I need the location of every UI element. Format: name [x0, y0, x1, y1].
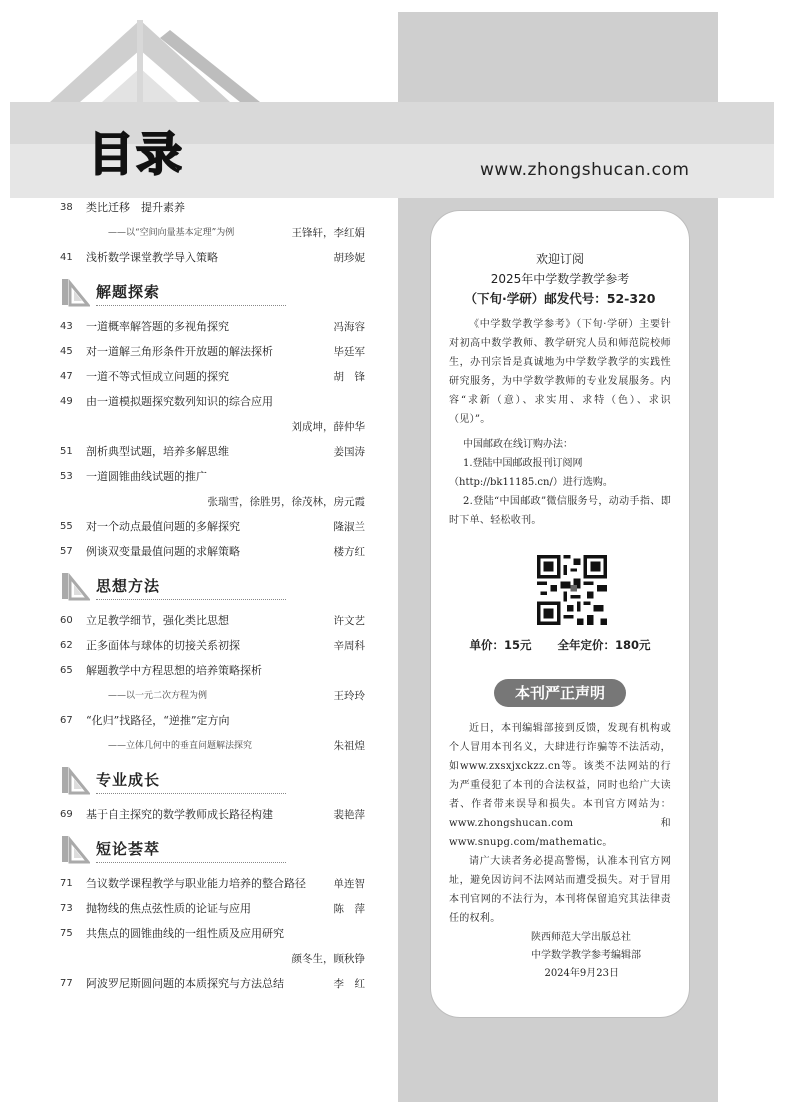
toc-article-title: 类比迁移 提升素养: [86, 201, 185, 214]
section-icon: [60, 277, 90, 307]
signature-date: 2024年9月23日: [544, 968, 619, 979]
roof-logo-graphic: [40, 10, 270, 110]
post-order-step1-url: （http://bk11185.cn/）进行选购。: [449, 477, 613, 488]
toc-entry[interactable]: [60, 394, 365, 410]
toc-article-title: 剖析典型试题，培养多解思维: [86, 445, 229, 458]
toc-article-title: 浅析数学课堂教学导入策略: [86, 251, 218, 264]
toc-entry[interactable]: [60, 200, 365, 216]
toc-author: 裴艳萍: [333, 809, 365, 821]
toc-page-number: 67: [60, 715, 73, 726]
toc-page-number: 38: [60, 202, 73, 213]
toc-entry[interactable]: [60, 976, 365, 992]
toc-page-number: 49: [60, 396, 73, 407]
toc-page-number: 73: [60, 903, 73, 914]
toc-article-title: 由一道模拟题探究数列知识的综合应用: [86, 395, 273, 408]
toc-page-number: 53: [60, 471, 73, 482]
toc-article-title: 立足教学细节，强化类比思想: [86, 614, 229, 627]
section-header: [60, 763, 365, 799]
toc-author: 姜国涛: [333, 446, 365, 458]
toc-page-number: 75: [60, 928, 73, 939]
toc-author-row: [60, 951, 365, 967]
statement-paragraph-2: 请广大读者务必提高警惕，认准本刊官方网址，避免因访问不法网站而遭受损失。对于冒用本刊官网的不法行为，本刊将保留追究其法律责任的权利。: [449, 856, 671, 924]
section-header: [60, 275, 365, 311]
toc-author: 单连智: [333, 878, 365, 890]
toc-author: 冯海容: [333, 321, 365, 333]
toc-article-title: 抛物线的焦点弦性质的论证与应用: [86, 902, 251, 915]
toc-page-number: 51: [60, 446, 73, 457]
toc-author: 朱祖煌: [333, 740, 365, 752]
table-of-contents: [60, 200, 365, 1001]
page-title: 目录: [88, 127, 184, 181]
section-header: [60, 832, 365, 868]
section-header: [60, 569, 365, 605]
toc-entry[interactable]: [60, 369, 365, 385]
section-divider: [96, 862, 286, 863]
toc-page-number: 71: [60, 878, 73, 889]
post-order-step1: 1.登陆中国邮政报刊订阅网: [463, 458, 583, 469]
toc-article-title: 对一道解三角形条件开放题的解法探析: [86, 345, 273, 358]
toc-article-title: 刍议数学课程教学与职业能力培养的整合路径: [86, 877, 306, 890]
toc-article-title: 基于自主探究的数学教师成长路径构建: [86, 808, 273, 821]
toc-subtitle-row: [60, 225, 365, 241]
toc-page-number: 57: [60, 546, 73, 557]
section-divider: [96, 793, 286, 794]
toc-entry[interactable]: [60, 444, 365, 460]
section-title: 解题探索: [96, 283, 161, 301]
toc-author-row: [60, 419, 365, 435]
toc-page-number: 45: [60, 346, 73, 357]
price-line: [449, 637, 671, 653]
subscription-card: [430, 210, 690, 1018]
toc-author: 颜冬生，顾秋铮: [291, 953, 365, 965]
toc-page-number: 41: [60, 252, 73, 263]
card-intro: 《中学数学教学参考》（下旬·学研）主要针对初高中数学教师、教学研究人员和师范院校师生，办刊宗旨是真诚地为中学数学教学的实践性研究服务，为中学数学教师的专业发展服务。内容“求新（意）、求实用、求特（色）、求识（见）”。: [449, 319, 671, 425]
signature-editorial: 中学数学教学参考编辑部: [531, 950, 641, 961]
toc-subtitle: ——以“空间向量基本定理”为例: [108, 228, 235, 238]
qr-code-icon: [537, 555, 607, 625]
toc-page-number: 43: [60, 321, 73, 332]
signature-publisher: 陕西师范大学出版总社: [531, 932, 631, 943]
toc-author: 陈 萍: [333, 903, 365, 915]
unit-price: 单价：15元: [469, 638, 532, 652]
toc-entry[interactable]: [60, 807, 365, 823]
toc-article-title: 解题教学中方程思想的培养策略探析: [86, 664, 262, 677]
toc-entry[interactable]: [60, 613, 365, 629]
toc-article-title: 阿波罗尼斯圆问题的本质探究与方法总结: [86, 977, 284, 990]
toc-entry[interactable]: [60, 663, 365, 679]
section-icon: [60, 834, 90, 864]
toc-page-number: 65: [60, 665, 73, 676]
toc-entry[interactable]: [60, 926, 365, 942]
toc-article-title: 一道圆锥曲线试题的推广: [86, 470, 207, 483]
toc-author: 许文艺: [333, 615, 365, 627]
toc-page-number: 77: [60, 978, 73, 989]
toc-author: 胡珍妮: [333, 252, 365, 264]
toc-subtitle: ——以一元二次方程为例: [108, 691, 208, 701]
toc-entry[interactable]: [60, 544, 365, 560]
toc-entry[interactable]: [60, 344, 365, 360]
toc-article-title: 一道不等式恒成立问题的探究: [86, 370, 229, 383]
toc-page-number: 47: [60, 371, 73, 382]
toc-subtitle-row: [60, 738, 365, 754]
post-order-title: 中国邮政在线订购办法：: [463, 439, 573, 450]
section-title: 专业成长: [96, 771, 161, 789]
toc-author: 毕廷军: [333, 346, 365, 358]
toc-article-title: 对一个动点最值问题的多解探究: [86, 520, 240, 533]
toc-article-title: 例谈双变量最值问题的求解策略: [86, 545, 240, 558]
annual-price: 全年定价：180元: [557, 638, 651, 652]
toc-author: 王玲玲: [333, 690, 365, 702]
toc-author: 辛周科: [333, 640, 365, 652]
toc-page-number: 62: [60, 640, 73, 651]
toc-article-title: 一道概率解答题的多视角探究: [86, 320, 229, 333]
website-url: www.zhongshucan.com: [480, 160, 690, 180]
toc-entry[interactable]: [60, 519, 365, 535]
toc-subtitle: ——立体几何中的垂直问题解法探究: [108, 741, 253, 751]
section-divider: [96, 305, 286, 306]
toc-author: 刘成坤，薛仲华: [291, 421, 365, 433]
toc-page-number: 55: [60, 521, 73, 532]
toc-entry[interactable]: [60, 250, 365, 266]
section-icon: [60, 765, 90, 795]
toc-article-title: 共焦点的圆锥曲线的一组性质及应用研究: [86, 927, 284, 940]
toc-author: 张瑞雪，徐胜男，徐茂林，房元霞: [207, 496, 365, 508]
card-heading-journal: 2025年中学数学教学参考: [490, 272, 630, 286]
toc-author: 李 红: [333, 978, 365, 990]
toc-author: 楼方红: [333, 546, 365, 558]
section-divider: [96, 599, 286, 600]
section-icon: [60, 571, 90, 601]
toc-author: 隆淑兰: [333, 521, 365, 533]
section-title: 短论荟萃: [96, 840, 161, 858]
statement-banner: 本刊严正声明: [494, 679, 626, 707]
toc-subtitle-row: [60, 688, 365, 704]
toc-entry[interactable]: [60, 319, 365, 335]
toc-entry[interactable]: [60, 469, 365, 485]
toc-entry[interactable]: [60, 713, 365, 729]
toc-page-number: 60: [60, 615, 73, 626]
toc-entry[interactable]: [60, 638, 365, 654]
toc-entry[interactable]: [60, 901, 365, 917]
toc-article-title: 正多面体与球体的切接关系初探: [86, 639, 240, 652]
toc-author-row: [60, 494, 365, 510]
toc-entry[interactable]: [60, 876, 365, 892]
section-title: 思想方法: [96, 577, 161, 595]
post-order-step2: 2.登陆“中国邮政”微信服务号，动动手指、即时下单、轻松收刊。: [449, 496, 671, 526]
card-heading-subscribe: 欢迎订阅: [535, 252, 584, 266]
toc-author: 胡 锋: [333, 371, 365, 383]
toc-author: 王锋轩，李红娟: [291, 227, 365, 239]
toc-page-number: 69: [60, 809, 73, 820]
card-heading-postcode: （下旬·学研）邮发代号：52-320: [464, 291, 656, 306]
toc-article-title: “化归”找路径，“逆推”定方向: [86, 714, 230, 727]
statement-paragraph-1: 近日，本刊编辑部接到反馈，发现有机构或个人冒用本刊名义，大肆进行诈骗等不法活动，如www.zxsxjxckzz.cn等。该类不法网站的行为严重侵犯了本刊的合法权益，同时也给广大读者、作者带来误导和损失。本刊官方网站为：www.zhongshucan.com 和 www.snupg.com/mathematic。: [449, 723, 671, 848]
